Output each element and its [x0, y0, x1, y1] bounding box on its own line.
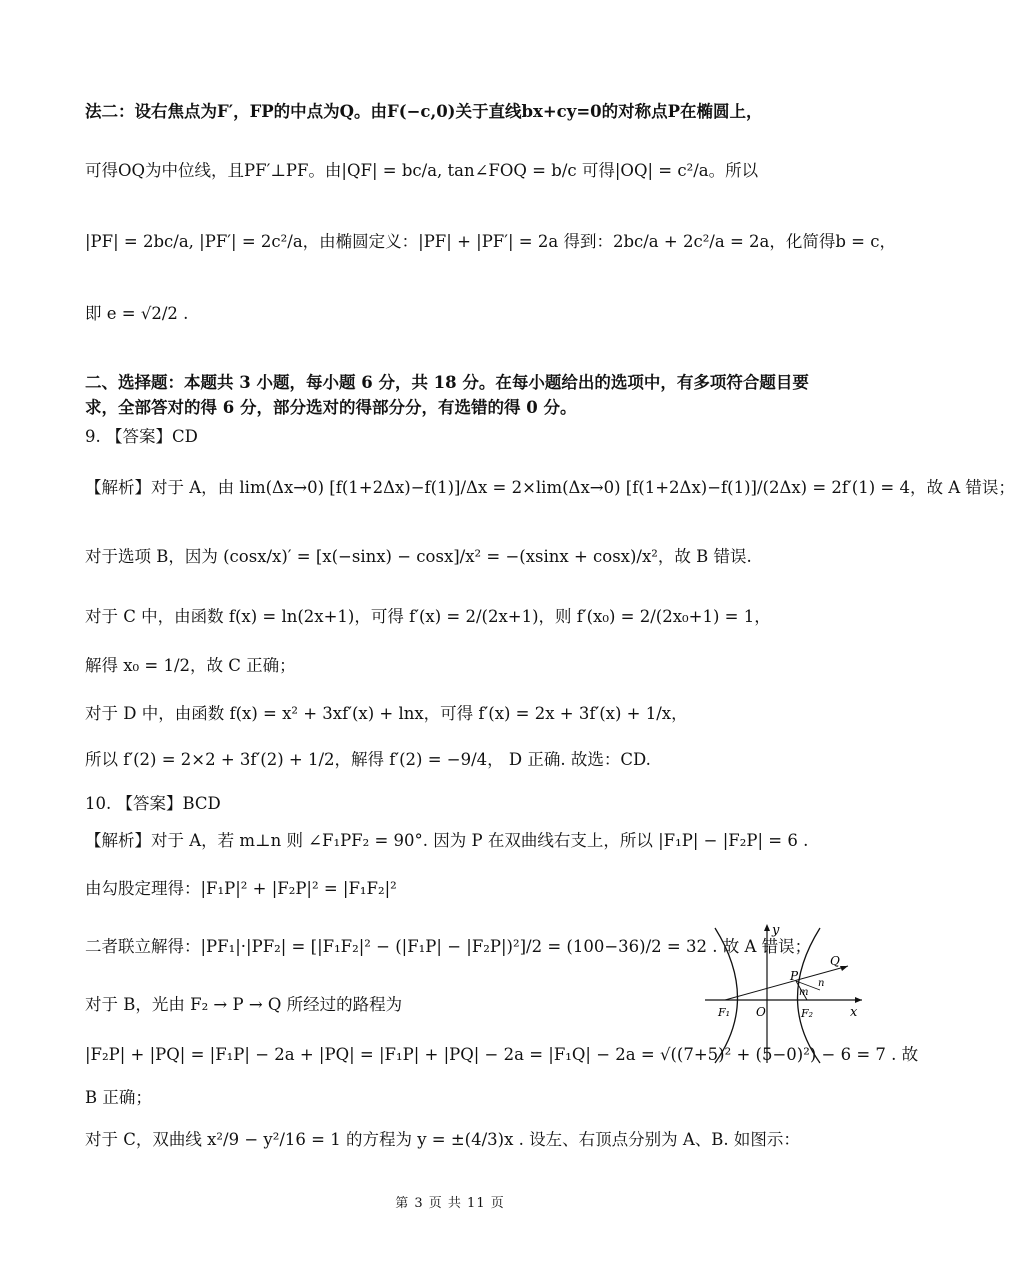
q10-option-a-1: 【解析】对于 A，若 m⊥n 则 ∠F₁PF₂ = 90°. 因为 P 在双曲线右支上，所以 |F₁P| − |F₂P| = 6 .: [85, 831, 809, 850]
label-f2: F₂: [801, 1007, 814, 1020]
q9-option-b: 对于选项 B，因为 (cosx/x)′ = [x(−sinx) − cosx]/x² = −(xsinx + cosx)/x²，故 B 错误.: [85, 547, 752, 566]
label-p: P: [790, 969, 799, 983]
q10-answer: 10. 【答案】BCD: [85, 794, 221, 813]
q9-option-a: 【解析】对于 A，由 lim(Δx→0) [f(1+2Δx)−f(1)]/Δx = 2×lim(Δx→0) [f(1+2Δx)−f(1)]/(2Δx) = 2f′(1) = 4，故 A 错误；: [85, 478, 1015, 497]
q10-option-a-2: 由勾股定理得：|F₁P|² + |F₂P|² = |F₁F₂|²: [85, 879, 397, 898]
label-q: Q: [830, 954, 840, 968]
ray-arrow: [840, 966, 848, 971]
q9-option-c-1: 对于 C 中，由函数 f(x) = ln(2x+1)，可得 f′(x) = 2/(2x+1)，则 f′(x₀) = 2/(2x₀+1) = 1，: [85, 607, 771, 626]
label-f1: F₁: [718, 1006, 731, 1019]
method2-line-4: 即 e = √2/2 .: [85, 304, 189, 323]
section-heading: 二、选择题：本题共 3 小题，每小题 6 分，共 18 分。在每小题给出的选项中，有多项符合题目要求，全部答对的得 6 分，部分选对的得部分分，有选错的得 0 分。: [85, 373, 809, 417]
q9-answer: 9. 【答案】CD: [85, 427, 198, 446]
q10-option-b-1: 对于 B，光由 F₂ → P → Q 所经过的路程为: [85, 995, 403, 1014]
q10-option-b-2: |F₂P| + |PQ| = |F₁P| − 2a + |PQ| = |F₁P| + |PQ| − 2a = |F₁Q| − 2a = √((7+5)² + (5−0)²) − 6 = 7 . 故: [85, 1045, 919, 1064]
page-footer: 第 3 页 共 11 页: [395, 1196, 505, 1211]
method2-line-1: 法二：设右焦点为F′，FP的中点为Q。由F(−c,0)关于直线bx+cy=0的对称点P在椭圆上，: [85, 102, 763, 121]
q9-option-c-2: 解得 x₀ = 1/2，故 C 正确；: [85, 656, 296, 675]
x-axis-arrow: [855, 997, 862, 1003]
left-branch: [715, 928, 738, 1063]
q10-option-a-3: 二者联立解得：|PF₁|·|PF₂| = [|F₁F₂|² − (|F₁P| − |F₂P|)²]/2 = (100−36)/2 = 32 . 故 A 错误；: [85, 937, 812, 956]
method2-line-2: 可得OQ为中位线，且PF′⊥PF。由|QF| = bc/a, tan∠FOQ = b/c 可得|OQ| = c²/a。所以: [85, 161, 759, 180]
hyperbola-diagram: [700, 918, 870, 1068]
label-x: x: [850, 1005, 858, 1020]
method2-line-3: |PF| = 2bc/a, |PF′| = 2c²/a，由椭圆定义：|PF| + |PF′| = 2a 得到：2bc/a + 2c²/a = 2a，化简得b = c，: [85, 232, 896, 251]
label-n: n: [818, 978, 825, 989]
q9-option-d-2: 所以 f′(2) = 2×2 + 3f′(2) + 1/2，解得 f′(2) = −9/4， D 正确. 故选：CD.: [85, 750, 651, 769]
label-m: m: [799, 987, 809, 998]
hyperbola-figure: [700, 918, 870, 1068]
ray-f1-q: [725, 966, 848, 1000]
q9-option-d-1: 对于 D 中，由函数 f(x) = x² + 3xf′(x) + lnx，可得 f′(x) = 2x + 3f′(x) + 1/x，: [85, 704, 688, 723]
label-y: y: [772, 923, 780, 938]
q10-option-b-3: B 正确；: [85, 1088, 152, 1107]
label-o: O: [756, 1005, 766, 1019]
q10-option-c-1: 对于 C，双曲线 x²/9 − y²/16 = 1 的方程为 y = ±(4/3)x . 设左、右顶点分别为 A、B. 如图示：: [85, 1130, 800, 1149]
y-axis-arrow: [764, 924, 770, 931]
